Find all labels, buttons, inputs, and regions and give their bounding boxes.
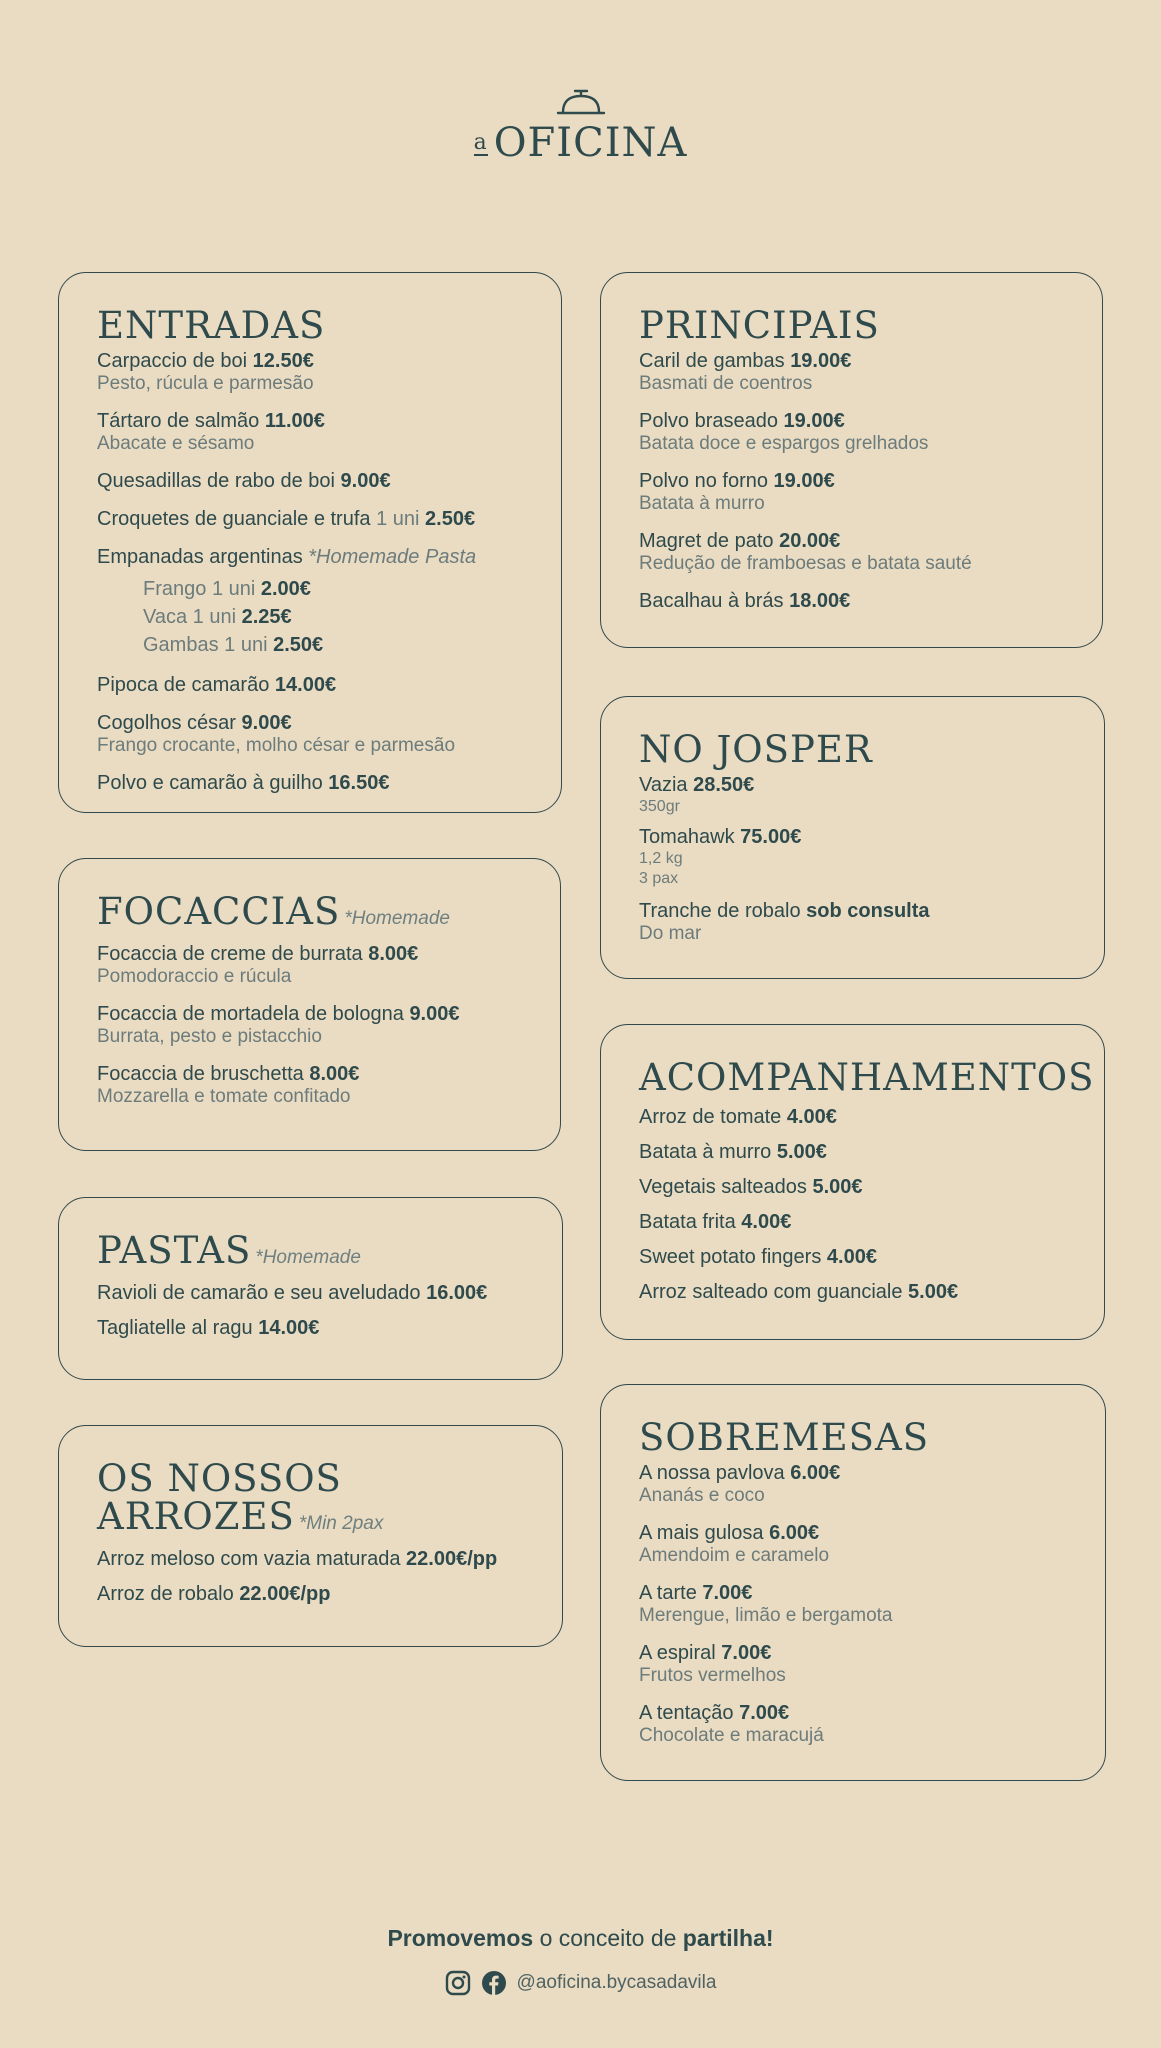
item-name: Polvo braseado xyxy=(639,410,778,432)
sub-item xyxy=(143,603,525,631)
menu-item xyxy=(639,1461,1069,1507)
logo xyxy=(0,88,1161,166)
item-price: 4.00€ xyxy=(786,1106,837,1128)
item-name: Polvo e camarão à guilho xyxy=(97,772,323,794)
menu-item xyxy=(97,771,525,795)
section-title: SOBREMESAS xyxy=(639,1416,930,1459)
tagline-bold-1: Promovemos xyxy=(387,1925,534,1951)
item-description: Burrata, pesto e pistacchio xyxy=(97,1026,322,1047)
facebook-icon[interactable] xyxy=(481,1970,507,1996)
instagram-icon[interactable] xyxy=(445,1970,471,1996)
menu-item xyxy=(97,409,525,455)
item-note: *Homemade Pasta xyxy=(308,546,477,568)
item-price: 12.50€ xyxy=(252,350,314,372)
item-weight: 350gr xyxy=(639,798,680,815)
item-description: Chocolate e maracujá xyxy=(639,1725,824,1746)
item-name: A espiral xyxy=(639,1642,716,1664)
item-price: 14.00€ xyxy=(258,1317,320,1339)
item-price: 5.00€ xyxy=(776,1141,827,1163)
item-name: Arroz de tomate xyxy=(639,1106,782,1128)
sub-item-quantity: 1 uni xyxy=(211,578,256,600)
item-description: Mozzarella e tomate confitado xyxy=(97,1086,351,1107)
menu-item xyxy=(639,773,1068,817)
social-handle[interactable]: @aoficina.bycasadavila xyxy=(516,1972,717,1993)
item-weight: 1,2 kg xyxy=(639,850,683,867)
section-note: *Homemade xyxy=(344,908,450,929)
section-note: *Homemade xyxy=(255,1247,361,1268)
principais-section xyxy=(600,272,1103,648)
logo-wordmark xyxy=(474,120,688,166)
item-description: Pomodoraccio e rúcula xyxy=(97,966,292,987)
section-title-line2: ARROZES xyxy=(97,1495,295,1538)
item-price: 7.00€ xyxy=(739,1702,790,1724)
sub-item-price: 2.25€ xyxy=(241,606,292,628)
item-name: A nossa pavlova xyxy=(639,1462,785,1484)
menu-item xyxy=(639,1245,1068,1269)
menu-item xyxy=(639,349,1066,395)
pastas-section xyxy=(58,1197,563,1380)
menu-item xyxy=(97,1281,526,1305)
item-price: 9.00€ xyxy=(241,712,292,734)
arrozes-section xyxy=(58,1425,563,1647)
logo-name: OFICINA xyxy=(493,120,688,166)
item-price: 7.00€ xyxy=(721,1642,772,1664)
item-price: 16.50€ xyxy=(328,772,390,794)
menu-item xyxy=(97,469,525,493)
menu-item xyxy=(639,1105,1068,1129)
item-name: Caril de gambas xyxy=(639,350,785,372)
item-price: 4.00€ xyxy=(826,1246,877,1268)
item-price: 8.00€ xyxy=(309,1063,360,1085)
entradas-section xyxy=(58,272,562,813)
menu-item xyxy=(97,1062,524,1108)
item-price: 7.00€ xyxy=(702,1582,753,1604)
menu-item xyxy=(639,1140,1068,1164)
item-name: Magret de pato xyxy=(639,530,774,552)
item-name: A mais gulosa xyxy=(639,1522,764,1544)
menu-item xyxy=(97,1582,526,1606)
item-name: Pipoca de camarão xyxy=(97,674,270,696)
sub-item-name: Vaca xyxy=(143,606,188,628)
item-description: Do mar xyxy=(639,923,702,944)
item-price: sob consulta xyxy=(806,900,930,922)
item-description: Frango crocante, molho césar e parmesão xyxy=(97,735,456,756)
item-price: 8.00€ xyxy=(368,943,419,965)
item-price: 14.00€ xyxy=(274,674,337,696)
menu-item xyxy=(97,673,525,697)
item-name: Tártaro de salmão xyxy=(97,410,260,432)
sub-item xyxy=(143,575,525,603)
item-name: Croquetes de guanciale e trufa xyxy=(97,508,371,530)
item-price: 9.00€ xyxy=(340,470,391,492)
menu-item xyxy=(639,825,1068,889)
item-description: Abacate e sésamo xyxy=(97,433,255,454)
menu-item xyxy=(639,409,1066,455)
tagline-bold-2: partilha! xyxy=(682,1925,774,1951)
acompanhamentos-section xyxy=(600,1024,1105,1340)
item-name: Focaccia de bruschetta xyxy=(97,1063,304,1085)
item-name: Sweet potato fingers xyxy=(639,1246,822,1268)
sub-item-quantity: 1 uni xyxy=(192,606,237,628)
item-price: 16.00€ xyxy=(426,1282,488,1304)
sub-item-price: 2.00€ xyxy=(260,578,311,600)
item-description: Batata doce e espargos grelhados xyxy=(639,433,929,454)
section-title: ACOMPANHAMENTOS xyxy=(639,1056,1095,1099)
item-description: Amendoim e caramelo xyxy=(639,1545,830,1566)
section-note: *Min 2pax xyxy=(298,1513,384,1534)
logo-prefix: a xyxy=(473,130,488,155)
sub-item-name: Frango xyxy=(143,578,207,600)
section-title: PRINCIPAIS xyxy=(639,304,880,347)
item-price: 11.00€ xyxy=(264,410,325,432)
item-name: Carpaccio de boi xyxy=(97,350,248,372)
menu-item xyxy=(639,1701,1069,1747)
item-name: Vegetais salteados xyxy=(639,1176,807,1198)
item-name: Tagliatelle al ragu xyxy=(97,1317,253,1339)
cloche-icon xyxy=(555,88,607,118)
item-name: Arroz de robalo xyxy=(97,1583,234,1605)
item-description: Merengue, limão e bergamota xyxy=(639,1605,893,1626)
item-price: 19.00€ xyxy=(790,350,852,372)
item-name: Empanadas argentinas xyxy=(97,546,303,568)
menu-item xyxy=(97,1002,524,1048)
menu-item xyxy=(97,349,525,395)
item-price: 4.00€ xyxy=(741,1211,792,1233)
menu-item xyxy=(97,1316,526,1340)
josper-section xyxy=(600,696,1105,979)
item-price: 6.00€ xyxy=(790,1462,841,1484)
section-title: NO JOSPER xyxy=(639,728,873,771)
item-name: Focaccia de creme de burrata xyxy=(97,943,363,965)
sub-item-price: 2.50€ xyxy=(273,634,324,656)
sub-item-quantity: 1 uni xyxy=(224,634,268,656)
item-price: 5.00€ xyxy=(812,1176,863,1198)
item-description: Ananás e coco xyxy=(639,1485,765,1506)
section-title xyxy=(97,890,524,938)
menu-item xyxy=(639,1581,1069,1627)
item-price: 20.00€ xyxy=(779,530,841,552)
item-description: Frutos vermelhos xyxy=(639,1665,786,1686)
item-name: Ravioli de camarão e seu aveludado xyxy=(97,1282,421,1304)
tagline-middle: o conceito de xyxy=(533,1925,683,1951)
menu-item xyxy=(639,1521,1069,1567)
item-quantity: 1 uni xyxy=(376,508,420,530)
item-name: Vazia xyxy=(639,774,688,796)
menu-item xyxy=(639,899,1068,945)
item-price: 22.00€/pp xyxy=(239,1583,331,1605)
item-price: 28.50€ xyxy=(693,774,755,796)
menu-item xyxy=(639,1175,1068,1199)
footer xyxy=(0,1925,1161,2001)
item-description: Pesto, rúcula e parmesão xyxy=(97,373,314,394)
menu-item xyxy=(639,1210,1068,1234)
sub-item xyxy=(143,631,525,659)
item-description: Redução de framboesas e batata sauté xyxy=(639,553,972,574)
item-price: 19.00€ xyxy=(783,410,845,432)
item-name: A tentação xyxy=(639,1702,734,1724)
item-price: 75.00€ xyxy=(740,826,802,848)
item-price: 6.00€ xyxy=(769,1522,820,1544)
item-name: Batata frita xyxy=(639,1211,736,1233)
item-name: Focaccia de mortadela de bologna xyxy=(97,1003,404,1025)
item-description: Batata à murro xyxy=(639,493,765,514)
item-price: 2.50€ xyxy=(425,508,476,530)
item-price: 9.00€ xyxy=(409,1003,460,1025)
item-price: 18.00€ xyxy=(789,590,851,612)
focaccias-section xyxy=(58,858,561,1151)
menu-item xyxy=(97,1547,526,1571)
item-description: Basmati de coentros xyxy=(639,373,813,394)
section-title-text: FOCACCIAS xyxy=(97,890,341,933)
item-price: 5.00€ xyxy=(908,1281,959,1303)
sub-item-name: Gambas xyxy=(143,634,219,656)
menu-item xyxy=(639,529,1066,575)
item-name: Arroz salteado com guanciale xyxy=(639,1281,903,1303)
item-name: Arroz meloso com vazia maturada xyxy=(97,1548,401,1570)
menu-item xyxy=(639,1641,1069,1687)
item-price: 19.00€ xyxy=(773,470,835,492)
menu-item xyxy=(639,589,1066,613)
section-title xyxy=(97,1457,526,1543)
social-links xyxy=(445,1970,717,1996)
item-name: Cogolhos césar xyxy=(97,712,236,734)
menu-item xyxy=(639,469,1066,515)
footer-tagline xyxy=(0,1925,1161,1952)
item-name: Tranche de robalo xyxy=(639,900,801,922)
menu-item xyxy=(97,711,525,757)
item-name: Polvo no forno xyxy=(639,470,768,492)
item-name: Quesadillas de rabo de boi xyxy=(97,470,335,492)
item-name: Tomahawk xyxy=(639,826,735,848)
item-price: 22.00€/pp xyxy=(406,1548,498,1570)
menu-item xyxy=(97,545,525,659)
section-title xyxy=(97,1229,526,1277)
item-name: Batata à murro xyxy=(639,1141,772,1163)
sobremesas-section xyxy=(600,1384,1106,1781)
menu-item xyxy=(97,942,524,988)
section-title: ENTRADAS xyxy=(97,304,326,347)
menu-item xyxy=(639,1280,1068,1304)
section-title-text: PASTAS xyxy=(97,1229,252,1272)
item-name: A tarte xyxy=(639,1582,697,1604)
item-name: Bacalhau à brás xyxy=(639,590,784,612)
section-title-line1: OS NOSSOS xyxy=(97,1457,342,1500)
menu-item xyxy=(97,507,525,531)
item-serves: 3 pax xyxy=(639,870,679,887)
